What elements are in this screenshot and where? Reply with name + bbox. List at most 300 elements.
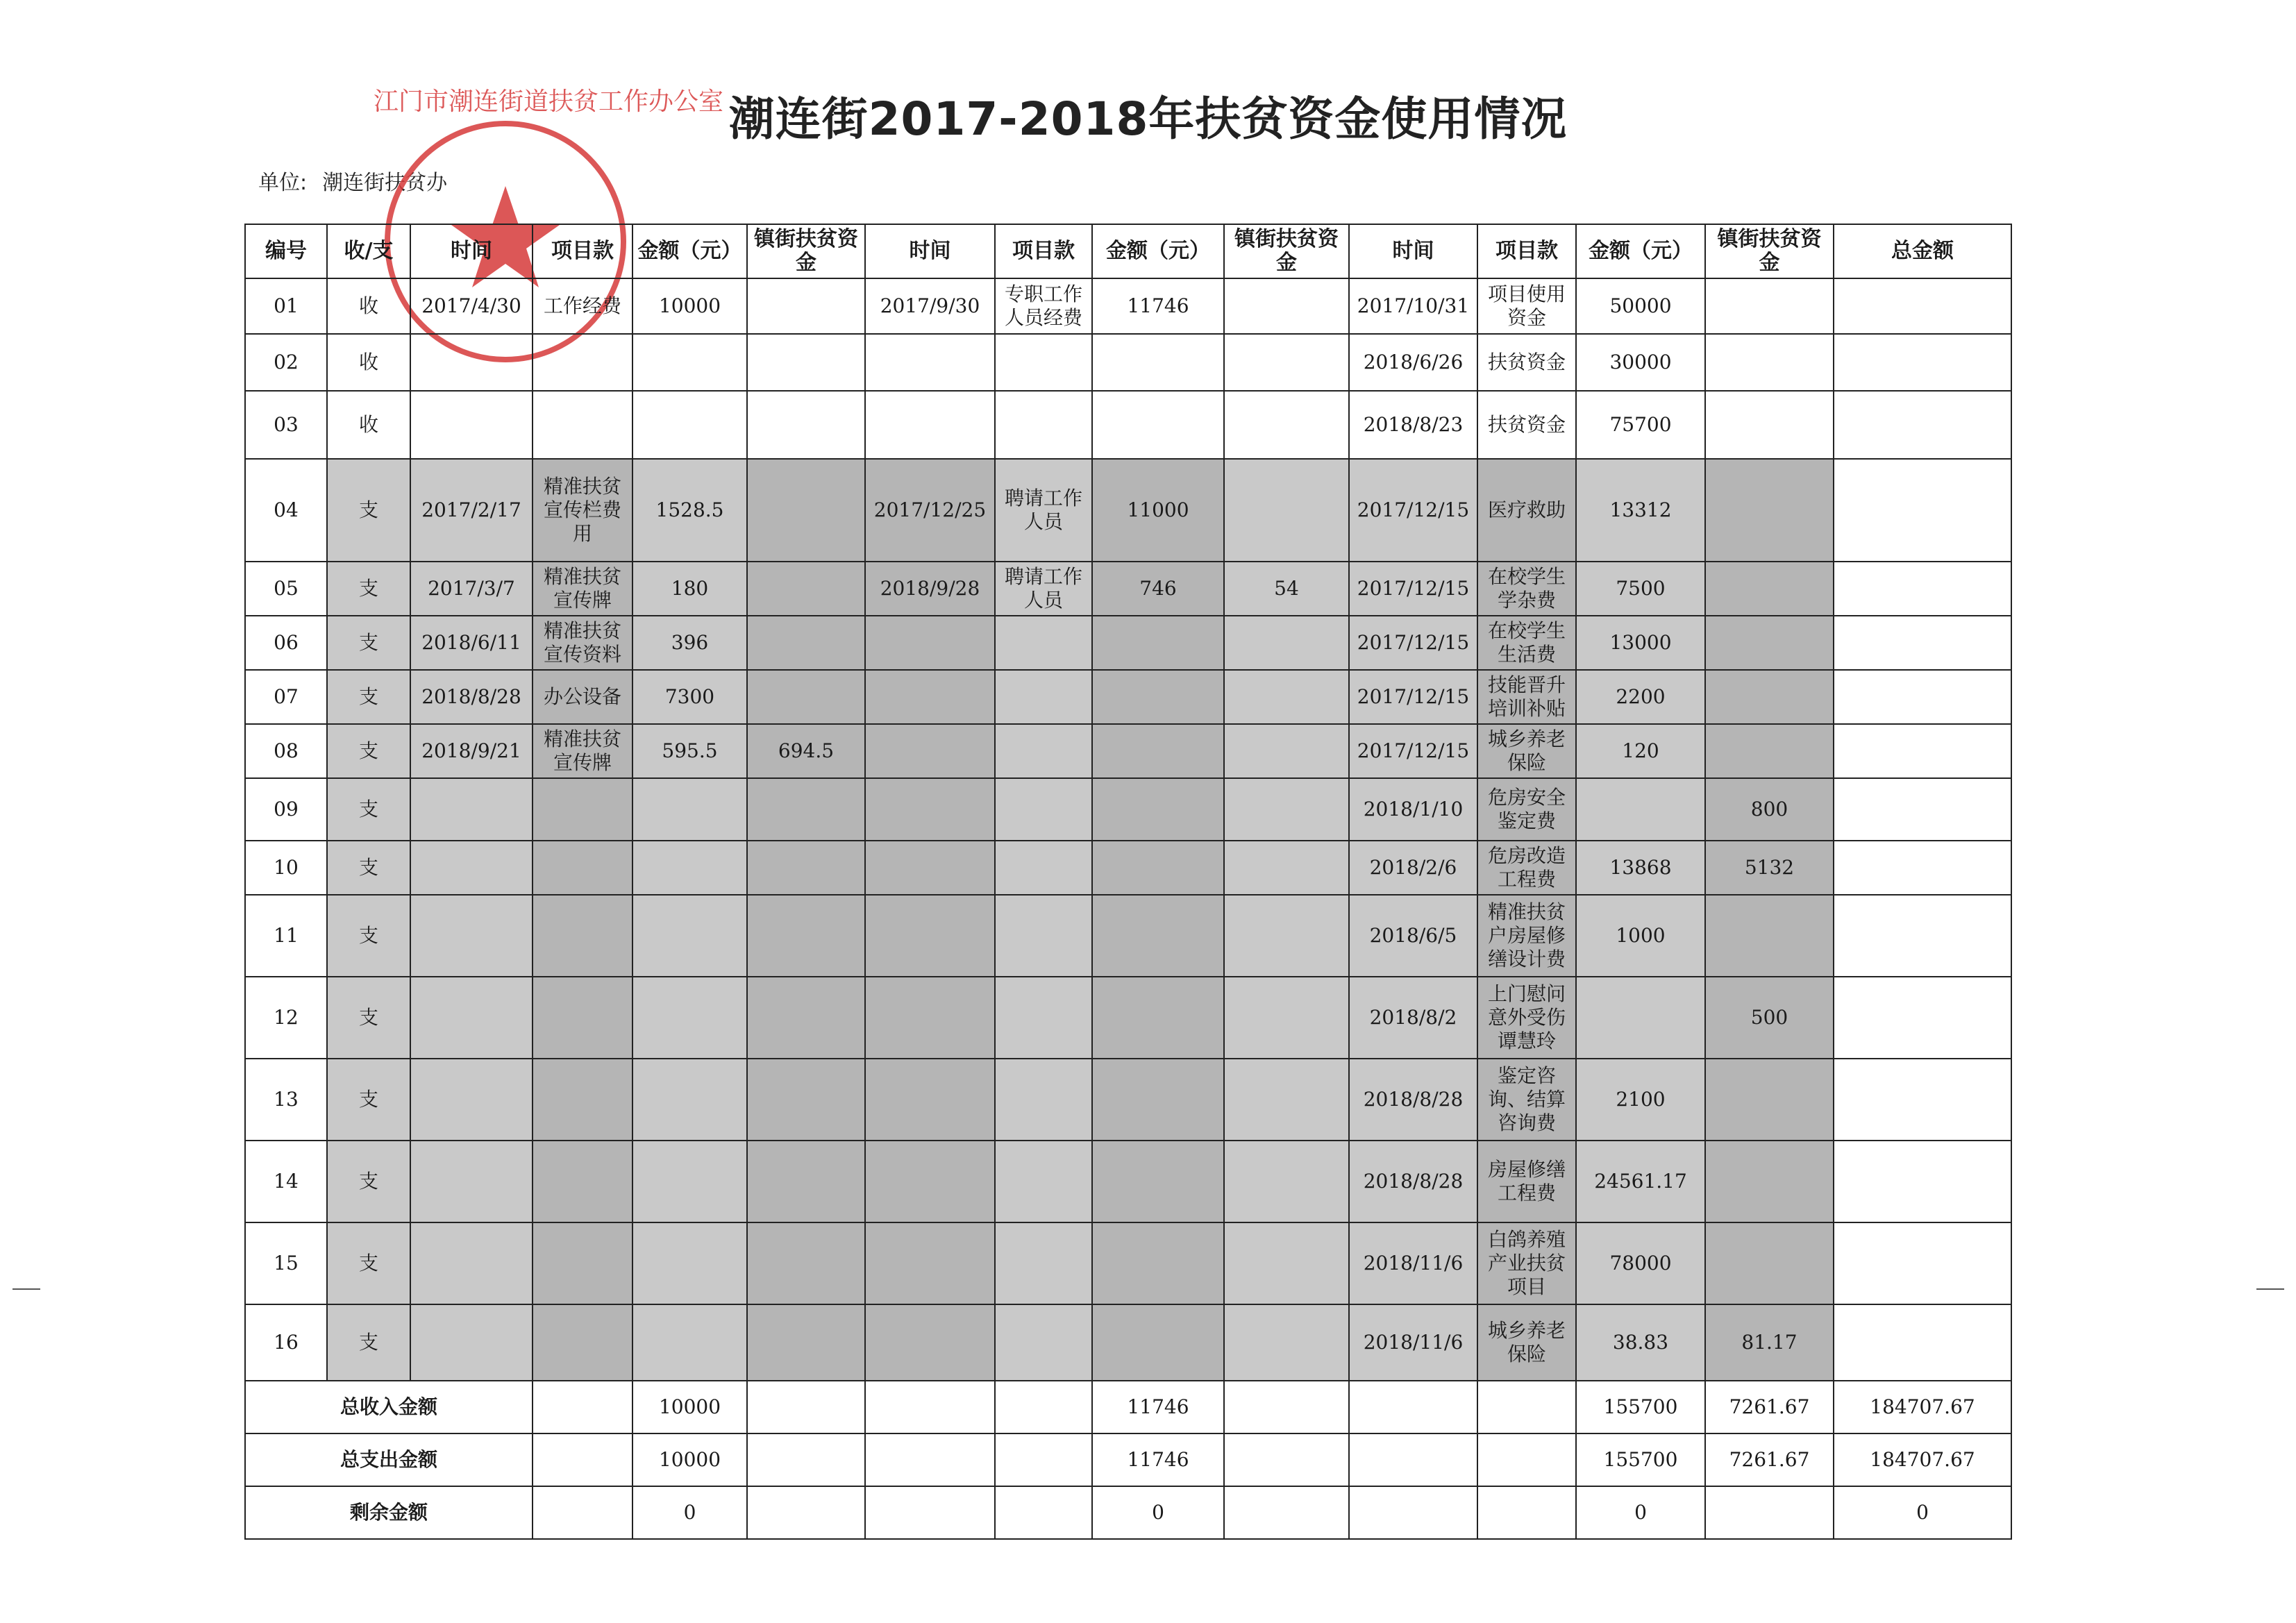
- cell-total: [1834, 778, 2011, 841]
- cell-town-fund-1: [747, 459, 865, 562]
- cell-time-2: [865, 778, 995, 841]
- cell-town-fund-3: [1705, 1222, 1834, 1304]
- cell-time-1: [410, 895, 533, 977]
- cell-total: [1834, 334, 2011, 391]
- cell-item-2: [995, 1222, 1092, 1304]
- row-number: 08: [245, 724, 327, 778]
- header-fund-1: 镇街扶贫资金: [747, 224, 865, 278]
- header-type: 收/支: [327, 224, 410, 278]
- cell-town-fund-2: [1224, 459, 1349, 562]
- cell-item-2: [995, 841, 1092, 895]
- cell-item-2: [995, 895, 1092, 977]
- table-row: [245, 1059, 2011, 1141]
- cell-time-2: [865, 391, 995, 459]
- header-no: 编号: [245, 224, 327, 278]
- cell-amount-1: [632, 1059, 747, 1141]
- summary-town-fund-3: [1705, 1486, 1834, 1539]
- header-time-2: 时间: [865, 224, 995, 278]
- summary-amount-1: 10000: [632, 1381, 747, 1433]
- summary-amount-2: 11746: [1092, 1433, 1224, 1486]
- cell-item-3: 扶贫资金: [1477, 334, 1576, 391]
- cell-amount-2: 11746: [1092, 278, 1224, 334]
- cell-total: [1834, 391, 2011, 459]
- row-number: 02: [245, 334, 327, 391]
- cell-town-fund-2: [1224, 1059, 1349, 1141]
- cell-time-3: 2018/8/23: [1349, 391, 1477, 459]
- summary-empty: [865, 1486, 995, 1539]
- cell-item-3: 项目使用资金: [1477, 278, 1576, 334]
- cell-amount-3: 13312: [1576, 459, 1705, 562]
- cell-item-1: 工作经费: [533, 278, 632, 334]
- table-row: [245, 895, 2011, 977]
- cell-town-fund-1: [747, 778, 865, 841]
- cell-item-2: [995, 1141, 1092, 1222]
- cell-time-3: 2018/11/6: [1349, 1304, 1477, 1381]
- cell-item-2: [995, 1304, 1092, 1381]
- cell-amount-1: [632, 334, 747, 391]
- cell-item-2: 专职工作人员经费: [995, 278, 1092, 334]
- row-number: 13: [245, 1059, 327, 1141]
- header-fund-3: 镇街扶贫资金: [1705, 224, 1834, 278]
- cell-time-2: [865, 895, 995, 977]
- cell-town-fund-2: [1224, 278, 1349, 334]
- cell-amount-3: [1576, 778, 1705, 841]
- row-number: 11: [245, 895, 327, 977]
- cell-town-fund-3: [1705, 459, 1834, 562]
- cell-time-1: [410, 391, 533, 459]
- cell-amount-3: [1576, 977, 1705, 1059]
- row-type: 收: [327, 391, 410, 459]
- cell-item-1: [533, 977, 632, 1059]
- summary-empty: [747, 1486, 865, 1539]
- cell-item-3: 在校学生生活费: [1477, 616, 1576, 670]
- cell-town-fund-3: 81.17: [1705, 1304, 1834, 1381]
- cell-item-3: 城乡养老保险: [1477, 724, 1576, 778]
- summary-amount-3: 155700: [1576, 1433, 1705, 1486]
- cell-amount-1: 1528.5: [632, 459, 747, 562]
- row-type: 支: [327, 616, 410, 670]
- cell-town-fund-2: [1224, 977, 1349, 1059]
- summary-empty: [995, 1381, 1092, 1433]
- header-item-2: 项目款: [995, 224, 1092, 278]
- cell-town-fund-1: [747, 1222, 865, 1304]
- cell-time-2: [865, 616, 995, 670]
- row-type: 收: [327, 334, 410, 391]
- cell-item-1: [533, 841, 632, 895]
- cell-time-3: 2017/12/15: [1349, 670, 1477, 724]
- cell-time-3: 2017/12/15: [1349, 459, 1477, 562]
- summary-amount-3: 0: [1576, 1486, 1705, 1539]
- table-row: [245, 391, 2011, 459]
- cell-time-2: [865, 977, 995, 1059]
- cell-amount-1: 180: [632, 562, 747, 616]
- cell-town-fund-2: [1224, 778, 1349, 841]
- edge-mark-left: [12, 1288, 40, 1290]
- row-number: 12: [245, 977, 327, 1059]
- cell-item-3: 精准扶贫户房屋修缮设计费: [1477, 895, 1576, 977]
- cell-town-fund-1: [747, 278, 865, 334]
- cell-time-1: [410, 841, 533, 895]
- seal-text: 江门市潮连街道扶贫工作办公室: [374, 87, 724, 116]
- cell-total: [1834, 459, 2011, 562]
- cell-town-fund-3: [1705, 670, 1834, 724]
- summary-empty: [1477, 1433, 1576, 1486]
- summary-amount-2: 0: [1092, 1486, 1224, 1539]
- cell-town-fund-3: 800: [1705, 778, 1834, 841]
- cell-time-2: [865, 1304, 995, 1381]
- row-type: 支: [327, 841, 410, 895]
- row-number: 05: [245, 562, 327, 616]
- cell-amount-3: 120: [1576, 724, 1705, 778]
- cell-town-fund-3: [1705, 1141, 1834, 1222]
- cell-town-fund-3: [1705, 1059, 1834, 1141]
- cell-amount-1: [632, 977, 747, 1059]
- cell-amount-3: 7500: [1576, 562, 1705, 616]
- cell-time-3: 2018/11/6: [1349, 1222, 1477, 1304]
- summary-empty: [533, 1486, 632, 1539]
- summary-empty: [533, 1381, 632, 1433]
- cell-item-2: [995, 391, 1092, 459]
- cell-item-1: [533, 334, 632, 391]
- cell-town-fund-1: [747, 562, 865, 616]
- summary-total: 184707.67: [1834, 1381, 2011, 1433]
- summary-empty: [1349, 1433, 1477, 1486]
- cell-time-3: 2017/12/15: [1349, 616, 1477, 670]
- cell-town-fund-2: [1224, 895, 1349, 977]
- cell-item-3: 白鸽养殖产业扶贫项目: [1477, 1222, 1576, 1304]
- cell-item-3: 医疗救助: [1477, 459, 1576, 562]
- cell-amount-2: [1092, 391, 1224, 459]
- cell-town-fund-1: [747, 1141, 865, 1222]
- cell-town-fund-1: [747, 334, 865, 391]
- header-item-3: 项目款: [1477, 224, 1576, 278]
- summary-label: 总支出金额: [245, 1433, 533, 1486]
- cell-amount-1: [632, 895, 747, 977]
- cell-total: [1834, 278, 2011, 334]
- cell-item-1: [533, 391, 632, 459]
- cell-time-3: 2017/10/31: [1349, 278, 1477, 334]
- summary-empty: [865, 1433, 995, 1486]
- cell-item-1: [533, 1304, 632, 1381]
- table-row: [245, 670, 2011, 724]
- cell-amount-3: 75700: [1576, 391, 1705, 459]
- summary-empty: [747, 1381, 865, 1433]
- cell-time-3: 2017/12/15: [1349, 724, 1477, 778]
- cell-item-2: [995, 616, 1092, 670]
- row-type: 支: [327, 562, 410, 616]
- cell-amount-2: [1092, 1304, 1224, 1381]
- cell-total: [1834, 841, 2011, 895]
- cell-item-2: 聘请工作人员: [995, 562, 1092, 616]
- row-number: 14: [245, 1141, 327, 1222]
- row-number: 03: [245, 391, 327, 459]
- cell-item-3: 房屋修缮工程费: [1477, 1141, 1576, 1222]
- header-amount-2: 金额（元）: [1092, 224, 1224, 278]
- cell-time-2: [865, 1141, 995, 1222]
- cell-item-2: [995, 1059, 1092, 1141]
- summary-row: [245, 1433, 2011, 1486]
- summary-empty: [995, 1433, 1092, 1486]
- table-row: [245, 1304, 2011, 1381]
- cell-amount-2: [1092, 778, 1224, 841]
- cell-amount-1: [632, 778, 747, 841]
- cell-time-1: [410, 977, 533, 1059]
- cell-time-1: [410, 334, 533, 391]
- cell-item-3: 扶贫资金: [1477, 391, 1576, 459]
- cell-amount-2: 746: [1092, 562, 1224, 616]
- table-row: [245, 616, 2011, 670]
- cell-town-fund-3: [1705, 334, 1834, 391]
- cell-amount-3: 50000: [1576, 278, 1705, 334]
- cell-time-2: [865, 724, 995, 778]
- summary-empty: [1224, 1381, 1349, 1433]
- row-type: 支: [327, 1304, 410, 1381]
- cell-time-1: [410, 778, 533, 841]
- cell-item-1: 精准扶贫宣传牌: [533, 562, 632, 616]
- cell-amount-1: 396: [632, 616, 747, 670]
- header-total: 总金额: [1834, 224, 2011, 278]
- cell-town-fund-1: 694.5: [747, 724, 865, 778]
- cell-item-1: 精准扶贫宣传栏费用: [533, 459, 632, 562]
- cell-amount-2: [1092, 670, 1224, 724]
- cell-town-fund-2: [1224, 841, 1349, 895]
- row-type: 支: [327, 778, 410, 841]
- header-time-3: 时间: [1349, 224, 1477, 278]
- cell-time-3: 2018/8/28: [1349, 1141, 1477, 1222]
- row-type: 支: [327, 1059, 410, 1141]
- header-fund-2: 镇街扶贫资金: [1224, 224, 1349, 278]
- cell-total: [1834, 1304, 2011, 1381]
- table-row: [245, 278, 2011, 334]
- unit-value: 潮连街扶贫办: [322, 171, 448, 195]
- cell-total: [1834, 1059, 2011, 1141]
- cell-amount-2: [1092, 616, 1224, 670]
- cell-amount-3: 2100: [1576, 1059, 1705, 1141]
- cell-amount-1: [632, 1141, 747, 1222]
- cell-amount-3: 38.83: [1576, 1304, 1705, 1381]
- cell-item-3: 上门慰问意外受伤谭慧玲: [1477, 977, 1576, 1059]
- cell-time-3: 2018/1/10: [1349, 778, 1477, 841]
- cell-time-1: 2018/9/21: [410, 724, 533, 778]
- row-number: 16: [245, 1304, 327, 1381]
- cell-town-fund-2: [1224, 1222, 1349, 1304]
- cell-item-1: [533, 1141, 632, 1222]
- cell-time-2: [865, 1222, 995, 1304]
- summary-row: [245, 1381, 2011, 1433]
- header-amount-3: 金额（元）: [1576, 224, 1705, 278]
- cell-time-2: 2018/9/28: [865, 562, 995, 616]
- summary-label: 剩余金额: [245, 1486, 533, 1539]
- summary-empty: [1224, 1433, 1349, 1486]
- cell-amount-1: [632, 1222, 747, 1304]
- cell-town-fund-2: [1224, 391, 1349, 459]
- cell-item-2: [995, 334, 1092, 391]
- table-header: [245, 224, 2011, 278]
- cell-time-2: [865, 670, 995, 724]
- cell-time-1: [410, 1141, 533, 1222]
- cell-total: [1834, 977, 2011, 1059]
- cell-time-1: [410, 1222, 533, 1304]
- summary-amount-1: 10000: [632, 1433, 747, 1486]
- table-row: [245, 841, 2011, 895]
- cell-item-3: 技能晋升培训补贴: [1477, 670, 1576, 724]
- cell-item-3: 在校学生学杂费: [1477, 562, 1576, 616]
- cell-total: [1834, 895, 2011, 977]
- cell-time-2: 2017/12/25: [865, 459, 995, 562]
- row-number: 10: [245, 841, 327, 895]
- cell-amount-2: [1092, 977, 1224, 1059]
- cell-time-1: 2018/8/28: [410, 670, 533, 724]
- table-row: [245, 562, 2011, 616]
- cell-town-fund-1: [747, 391, 865, 459]
- cell-item-3: 危房改造工程费: [1477, 841, 1576, 895]
- cell-total: [1834, 670, 2011, 724]
- cell-time-3: 2018/2/6: [1349, 841, 1477, 895]
- cell-amount-3: 13000: [1576, 616, 1705, 670]
- cell-town-fund-3: [1705, 895, 1834, 977]
- cell-amount-2: [1092, 1059, 1224, 1141]
- cell-town-fund-3: 5132: [1705, 841, 1834, 895]
- cell-item-2: [995, 670, 1092, 724]
- cell-town-fund-3: 500: [1705, 977, 1834, 1059]
- summary-empty: [747, 1433, 865, 1486]
- summary-amount-1: 0: [632, 1486, 747, 1539]
- cell-town-fund-2: [1224, 1304, 1349, 1381]
- header-amount-1: 金额（元）: [632, 224, 747, 278]
- cell-town-fund-3: [1705, 391, 1834, 459]
- cell-item-1: 办公设备: [533, 670, 632, 724]
- cell-town-fund-3: [1705, 278, 1834, 334]
- cell-town-fund-2: [1224, 616, 1349, 670]
- cell-town-fund-2: [1224, 724, 1349, 778]
- cell-item-3: 鉴定咨询、结算咨询费: [1477, 1059, 1576, 1141]
- funds-table: [244, 224, 2012, 1540]
- summary-town-fund-3: 7261.67: [1705, 1381, 1834, 1433]
- cell-time-3: 2018/8/2: [1349, 977, 1477, 1059]
- cell-time-2: [865, 841, 995, 895]
- row-type: 支: [327, 670, 410, 724]
- row-type: 支: [327, 1141, 410, 1222]
- row-number: 04: [245, 459, 327, 562]
- cell-time-1: 2017/4/30: [410, 278, 533, 334]
- summary-empty: [1477, 1381, 1576, 1433]
- summary-amount-2: 11746: [1092, 1381, 1224, 1433]
- cell-time-2: [865, 334, 995, 391]
- cell-item-2: [995, 977, 1092, 1059]
- cell-amount-1: [632, 391, 747, 459]
- row-type: 收: [327, 278, 410, 334]
- table-row: [245, 1141, 2011, 1222]
- cell-time-1: 2018/6/11: [410, 616, 533, 670]
- summary-amount-3: 155700: [1576, 1381, 1705, 1433]
- cell-town-fund-2: [1224, 334, 1349, 391]
- cell-town-fund-2: 54: [1224, 562, 1349, 616]
- cell-amount-3: 30000: [1576, 334, 1705, 391]
- cell-town-fund-3: [1705, 724, 1834, 778]
- table-row: [245, 334, 2011, 391]
- cell-town-fund-1: [747, 977, 865, 1059]
- cell-town-fund-3: [1705, 562, 1834, 616]
- cell-item-1: 精准扶贫宣传牌: [533, 724, 632, 778]
- page-title: 潮连街2017-2018年扶贫资金使用情况: [728, 92, 1568, 146]
- summary-empty: [533, 1433, 632, 1486]
- row-number: 15: [245, 1222, 327, 1304]
- cell-time-3: 2018/8/28: [1349, 1059, 1477, 1141]
- row-type: 支: [327, 977, 410, 1059]
- unit-label: 单位:: [258, 171, 308, 195]
- cell-item-1: [533, 778, 632, 841]
- row-type: 支: [327, 1222, 410, 1304]
- table-row: [245, 977, 2011, 1059]
- row-number: 01: [245, 278, 327, 334]
- cell-town-fund-3: [1705, 616, 1834, 670]
- cell-amount-3: 2200: [1576, 670, 1705, 724]
- cell-amount-3: 13868: [1576, 841, 1705, 895]
- summary-empty: [1349, 1486, 1477, 1539]
- row-number: 09: [245, 778, 327, 841]
- cell-item-2: [995, 778, 1092, 841]
- cell-total: [1834, 1141, 2011, 1222]
- cell-amount-2: [1092, 1222, 1224, 1304]
- cell-item-2: 聘请工作人员: [995, 459, 1092, 562]
- row-number: 07: [245, 670, 327, 724]
- cell-amount-1: 595.5: [632, 724, 747, 778]
- cell-amount-2: 11000: [1092, 459, 1224, 562]
- cell-amount-2: [1092, 841, 1224, 895]
- table-row: [245, 724, 2011, 778]
- cell-amount-1: [632, 841, 747, 895]
- row-type: 支: [327, 724, 410, 778]
- cell-time-1: 2017/2/17: [410, 459, 533, 562]
- cell-town-fund-1: [747, 670, 865, 724]
- cell-total: [1834, 562, 2011, 616]
- cell-total: [1834, 724, 2011, 778]
- cell-town-fund-1: [747, 616, 865, 670]
- cell-time-3: 2018/6/26: [1349, 334, 1477, 391]
- cell-amount-1: 10000: [632, 278, 747, 334]
- cell-town-fund-2: [1224, 670, 1349, 724]
- cell-town-fund-1: [747, 1059, 865, 1141]
- header-item-1: 项目款: [533, 224, 632, 278]
- cell-time-1: 2017/3/7: [410, 562, 533, 616]
- cell-town-fund-1: [747, 895, 865, 977]
- cell-item-2: [995, 724, 1092, 778]
- table-row: [245, 459, 2011, 562]
- summary-empty: [1477, 1486, 1576, 1539]
- cell-time-3: 2018/6/5: [1349, 895, 1477, 977]
- cell-amount-2: [1092, 724, 1224, 778]
- cell-total: [1834, 616, 2011, 670]
- summary-total: 184707.67: [1834, 1433, 2011, 1486]
- cell-amount-3: 1000: [1576, 895, 1705, 977]
- cell-time-1: [410, 1304, 533, 1381]
- edge-mark-right: [2256, 1288, 2284, 1290]
- cell-time-1: [410, 1059, 533, 1141]
- header-time-1: 时间: [410, 224, 533, 278]
- summary-label: 总收入金额: [245, 1381, 533, 1433]
- cell-item-1: 精准扶贫宣传资料: [533, 616, 632, 670]
- summary-row: [245, 1486, 2011, 1539]
- row-number: 06: [245, 616, 327, 670]
- table-row: [245, 778, 2011, 841]
- row-type: 支: [327, 895, 410, 977]
- cell-amount-3: 78000: [1576, 1222, 1705, 1304]
- summary-empty: [995, 1486, 1092, 1539]
- cell-amount-1: 7300: [632, 670, 747, 724]
- cell-town-fund-1: [747, 841, 865, 895]
- summary-empty: [865, 1381, 995, 1433]
- cell-item-1: [533, 1222, 632, 1304]
